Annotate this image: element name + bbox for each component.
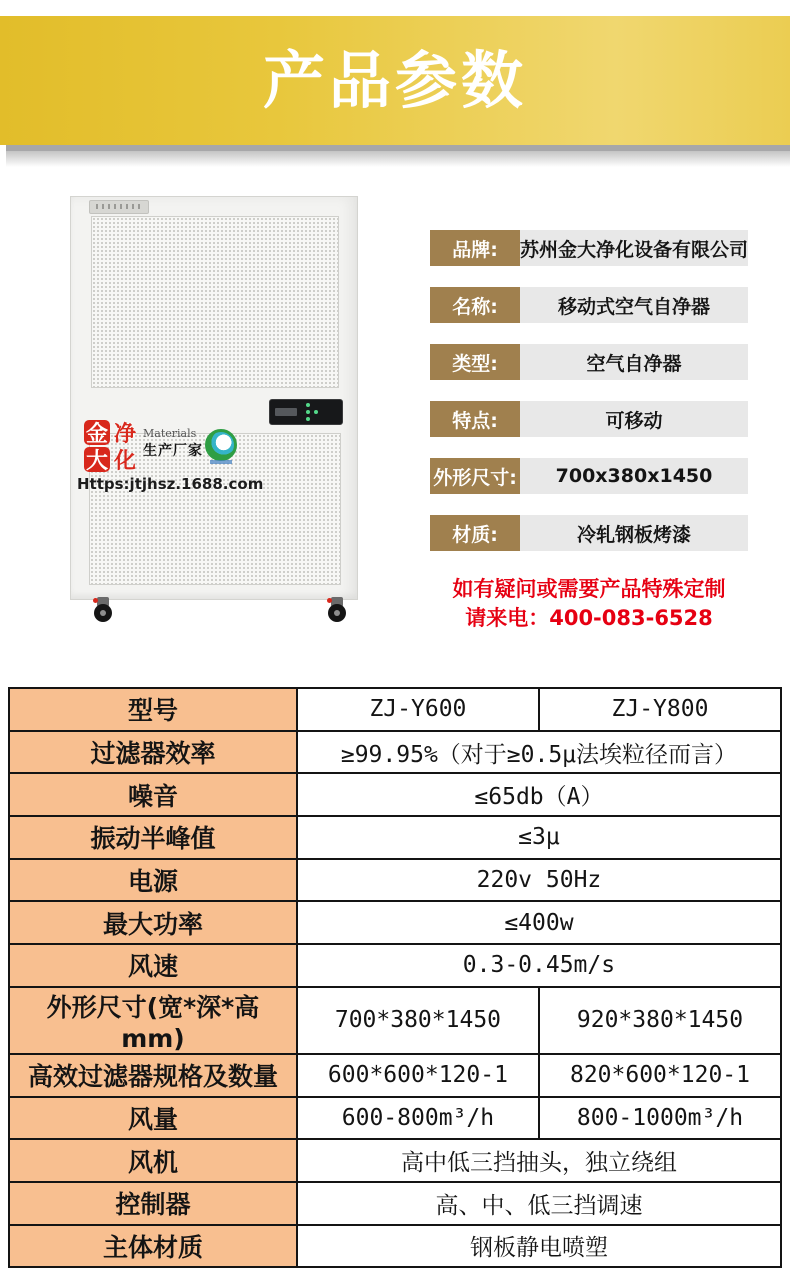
info-label: 名称: [430, 287, 520, 323]
spec-label-cell: 电源 [9, 859, 297, 902]
spec-label-cell: 控制器 [9, 1182, 297, 1225]
watermark-text-block [143, 427, 213, 460]
info-value: 苏州金大净化设备有限公司 [520, 230, 748, 266]
spec-value-cell: ZJ-Y800 [539, 688, 781, 731]
brand-plate [89, 200, 149, 214]
spec-label-cell: 过滤器效率 [9, 731, 297, 774]
spec-value-cell: 0.3-0.45m/s [297, 944, 781, 987]
info-value: 空气自净器 [520, 344, 748, 380]
spec-value-cell: 600*600*120-1 [297, 1054, 539, 1097]
spec-row-air-volume [9, 1097, 781, 1140]
spec-row-fan [9, 1139, 781, 1182]
info-label: 外形尺寸: [430, 458, 520, 494]
spec-row-filter-efficiency [9, 731, 781, 774]
spec-row-model [9, 688, 781, 731]
spec-row-max-power [9, 901, 781, 944]
info-label: 特点: [430, 401, 520, 437]
watermark-materials-text: Materials [143, 427, 197, 440]
spec-value-cell: 600-800m³/h [297, 1097, 539, 1140]
spec-value-cell: 钢板静电喷塑 [297, 1225, 781, 1268]
spec-value-cell: 800-1000m³/h [539, 1097, 781, 1140]
info-label: 品牌: [430, 230, 520, 266]
spec-label-cell: 噪音 [9, 773, 297, 816]
spec-value-cell: 920*380*1450 [539, 987, 781, 1054]
spec-value-cell: ≤3μ [297, 816, 781, 859]
spec-label-cell: 风量 [9, 1097, 297, 1140]
spec-row-body-material [9, 1225, 781, 1268]
spec-value-cell: 700*380*1450 [297, 987, 539, 1054]
watermark-factory-text: 生产厂家 [143, 443, 203, 459]
spec-value-cell: 高中低三挡抽头，独立绕组 [297, 1139, 781, 1182]
banner-shadow [6, 151, 790, 167]
spec-table [8, 687, 782, 1268]
spec-value-cell: 高、中、低三挡调速 [297, 1182, 781, 1225]
control-panel [269, 399, 343, 425]
contact-note-line2: 请来电：400-083-6528 [465, 606, 713, 630]
watermark-url: Https:jtjhsz.1688.com [77, 475, 264, 493]
spec-row-dimensions [9, 987, 781, 1054]
info-row-material [430, 515, 748, 551]
spec-row-power-supply [9, 859, 781, 902]
spec-row-vibration [9, 816, 781, 859]
spec-value-cell: ZJ-Y600 [297, 688, 539, 731]
spec-row-hepa-size [9, 1054, 781, 1097]
caster-wheel [323, 597, 353, 627]
spec-label-cell: 振动半峰值 [9, 816, 297, 859]
indicator-lights-icon [302, 403, 320, 421]
spec-value-cell: ≤400w [297, 901, 781, 944]
spec-label-cell: 主体材质 [9, 1225, 297, 1268]
info-row-brand [430, 230, 748, 266]
spec-label-cell: 风机 [9, 1139, 297, 1182]
seal-logo [83, 419, 139, 473]
info-value: 700x380x1450 [520, 458, 748, 494]
spec-label-cell: 风速 [9, 944, 297, 987]
top-grille-panel [91, 216, 339, 388]
contact-note-line1: 如有疑问或需要产品特殊定制 [452, 577, 726, 601]
info-label: 类型: [430, 344, 520, 380]
info-label: 材质: [430, 515, 520, 551]
spec-value-cell: 820*600*120-1 [539, 1054, 781, 1097]
seal-char: 化 [113, 449, 136, 474]
info-value: 可移动 [520, 401, 748, 437]
spec-row-controller [9, 1182, 781, 1225]
caster-wheel [89, 597, 119, 627]
contact-note [430, 575, 748, 633]
seal-char: 大 [85, 449, 108, 474]
eco-logo-icon [205, 429, 237, 461]
control-display [275, 408, 297, 416]
page-title: 产品参数 [262, 43, 527, 117]
info-row-name [430, 287, 748, 323]
spec-label-cell: 最大功率 [9, 901, 297, 944]
spec-value-cell: ≤65db（A） [297, 773, 781, 816]
info-row-feature [430, 401, 748, 437]
page-header-banner [0, 16, 790, 145]
spec-row-noise [9, 773, 781, 816]
spec-value-cell: ≥99.95%（对于≥0.5μ法埃粒径而言） [297, 731, 781, 774]
spec-label-cell: 外形尺寸(宽*深*高 mm) [9, 987, 297, 1054]
info-row-dimensions [430, 458, 748, 494]
spec-row-air-speed [9, 944, 781, 987]
product-image [70, 196, 358, 600]
info-row-type [430, 344, 748, 380]
spec-label-cell: 高效过滤器规格及数量 [9, 1054, 297, 1097]
seal-char: 净 [113, 422, 136, 447]
seal-char: 金 [85, 422, 108, 447]
spec-label-cell: 型号 [9, 688, 297, 731]
info-value: 冷轧钢板烤漆 [520, 515, 748, 551]
info-value: 移动式空气自净器 [520, 287, 748, 323]
product-info-panel [430, 230, 748, 633]
spec-value-cell: 220v 50Hz [297, 859, 781, 902]
